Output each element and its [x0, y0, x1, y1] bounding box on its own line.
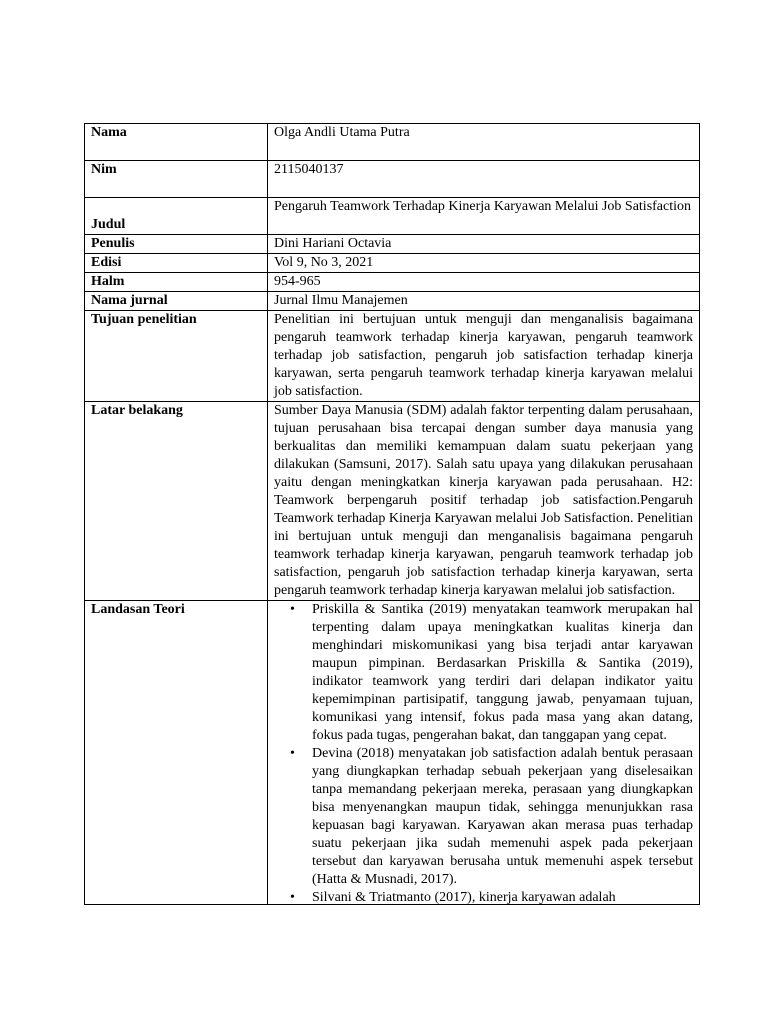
theory-item-text: Devina (2018) menyatakan job satisfaction adalah bentuk perasaan yang diungkapkan terhadap sebuah pekerjaan yang diselesaikan tanpa memandang pekerjaan mereka, perasaan yang diungkapkan bisa menyenangkan maupun tidak, sehingga menunjukkan rasa kepuasan bagi karyawan. Karyawan akan merasa puas terhadap suatu pekerjaan jika sudah memenuhi aspek pada pekerjaan tersebut dan karyawan berusaha untuk memenuhi aspek tersebut (Hatta & Musnadi, 2017).: [312, 746, 693, 887]
theory-item-text: Priskilla & Santika (2019) menyatakan teamwork merupakan hal terpenting dalam upaya meningkatkan kualitas kinerja dan menghindari miskomunikasi yang bisa terjadi antar karyawan maupun pimpinan. Berdasarkan Priskilla & Santika (2019), indikator teamwork yang terdiri dari delapan indikator yaitu kepemimpinan partisipatif, tanggung jawab, penyamaan tujuan, komunikasi yang intensif, fokus pada masa yang akan datang, fokus pada tugas, pengerahan bakat, dan tanggapan yang cepat.: [312, 602, 693, 743]
label-penulis: Penulis: [85, 235, 268, 254]
row-nama: [85, 124, 700, 161]
theory-item: [290, 601, 693, 745]
journal-review-table: [84, 123, 700, 905]
label-nim: Nim: [85, 161, 268, 198]
theory-list: [274, 601, 693, 904]
label-judul: Judul: [85, 198, 268, 235]
value-landasan: [268, 601, 700, 905]
label-jurnal: Nama jurnal: [85, 292, 268, 311]
value-edisi: Vol 9, No 3, 2021: [268, 254, 700, 273]
theory-item: [290, 745, 693, 889]
label-tujuan: Tujuan penelitian: [85, 311, 268, 402]
theory-item-text: Silvani & Triatmanto (2017), kinerja karyawan adalah: [312, 890, 616, 905]
bullet-icon: •: [290, 746, 295, 761]
label-latar: Latar belakang: [85, 402, 268, 601]
row-jurnal: [85, 292, 700, 311]
value-nim: 2115040137: [268, 161, 700, 198]
label-edisi: Edisi: [85, 254, 268, 273]
value-nama: Olga Andli Utama Putra: [268, 124, 700, 161]
value-tujuan: Penelitian ini bertujuan untuk menguji dan menganalisis bagaimana pengaruh teamwork terhadap kinerja karyawan, pengaruh teamwork terhadap job satisfaction, pengaruh job satisfaction terhadap kinerja karyawan, serta pengaruh teamwork terhadap kinerja karyawan melalui job satisfaction.: [268, 311, 700, 402]
label-landasan: Landasan Teori: [85, 601, 268, 905]
row-penulis: [85, 235, 700, 254]
row-judul: [85, 198, 700, 235]
row-latar: [85, 402, 700, 601]
row-landasan: [85, 601, 700, 905]
value-penulis: Dini Hariani Octavia: [268, 235, 700, 254]
label-nama: Nama: [85, 124, 268, 161]
row-halm: [85, 273, 700, 292]
label-halm: Halm: [85, 273, 268, 292]
bullet-icon: •: [290, 602, 295, 617]
row-nim: [85, 161, 700, 198]
row-edisi: [85, 254, 700, 273]
value-jurnal: Jurnal Ilmu Manajemen: [268, 292, 700, 311]
row-tujuan: [85, 311, 700, 402]
bullet-icon: •: [290, 890, 295, 905]
theory-item: [290, 889, 693, 905]
value-latar: Sumber Daya Manusia (SDM) adalah faktor terpenting dalam perusahaan, tujuan perusahaan bisa tercapai dengan sumber daya manusia yang berkualitas dan memiliki kemampuan dalam suatu pekerjaan yang dilakukan (Samsuni, 2017). Salah satu upaya yang dilakukan perusahaan yaitu dengan meningkatkan kinerja karyawan pada perusahaan. H2: Teamwork berpengaruh positif terhadap job satisfaction.Pengaruh Teamwork terhadap Kinerja Karyawan melalui Job Satisfaction. Penelitian ini bertujuan untuk menguji dan menganalisis bagaimana pengaruh teamwork terhadap kinerja karyawan, pengaruh teamwork terhadap job satisfaction, pengaruh job satisfaction terhadap kinerja karyawan, serta pengaruh teamwork terhadap kinerja karyawan melalui job satisfaction.: [268, 402, 700, 601]
value-judul: Pengaruh Teamwork Terhadap Kinerja Karyawan Melalui Job Satisfaction: [268, 198, 700, 235]
value-halm: 954-965: [268, 273, 700, 292]
